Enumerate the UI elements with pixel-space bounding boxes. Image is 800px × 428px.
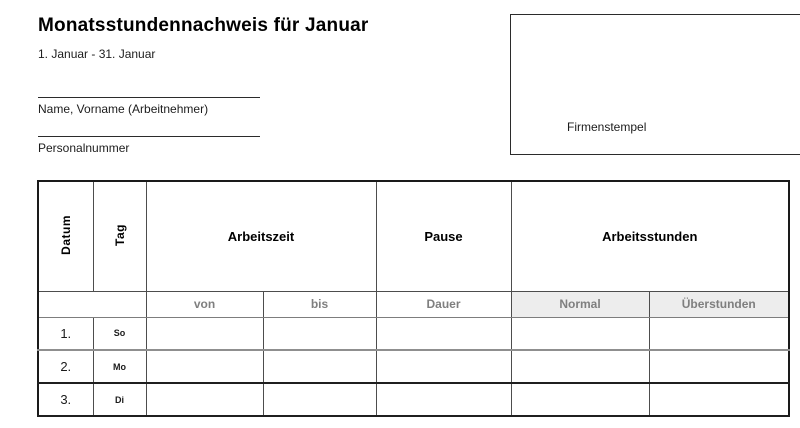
- subcolumn-header-normal: Normal: [511, 291, 649, 317]
- bis-input-cell[interactable]: [263, 317, 376, 350]
- normal-input-cell[interactable]: [511, 383, 649, 416]
- name-field: [38, 97, 260, 116]
- subheader-spacer: [38, 291, 146, 317]
- table-row-day-2: [38, 350, 789, 383]
- date-cell: 3.: [38, 383, 93, 416]
- normal-input-cell[interactable]: [511, 317, 649, 350]
- weekday-cell: Di: [93, 383, 146, 416]
- dauer-input-cell[interactable]: [376, 317, 511, 350]
- column-header-pause: Pause: [376, 181, 511, 291]
- subcolumn-header-ueberstunden: Überstunden: [649, 291, 789, 317]
- date-cell: 1.: [38, 317, 93, 350]
- date-cell: 2.: [38, 350, 93, 383]
- tag-header-label: Tag: [112, 223, 127, 246]
- subcolumn-header-von: von: [146, 291, 263, 317]
- company-stamp-box: [510, 14, 800, 155]
- date-range: 1. Januar - 31. Januar: [38, 47, 156, 61]
- datum-header-label: Datum: [58, 214, 73, 255]
- von-input-cell[interactable]: [146, 317, 263, 350]
- column-header-arbeitsstunden: Arbeitsstunden: [511, 181, 789, 291]
- table-row-day-1: [38, 317, 789, 350]
- subcolumn-header-dauer: Dauer: [376, 291, 511, 317]
- von-input-cell[interactable]: [146, 383, 263, 416]
- table-subheader-row: [38, 291, 789, 317]
- timesheet-table: [37, 180, 790, 417]
- bis-input-cell[interactable]: [263, 350, 376, 383]
- normal-input-cell[interactable]: [511, 350, 649, 383]
- weekday-cell: So: [93, 317, 146, 350]
- column-header-arbeitszeit: Arbeitszeit: [146, 181, 376, 291]
- column-header-datum: [38, 181, 93, 291]
- ueberstunden-input-cell[interactable]: [649, 383, 789, 416]
- name-field-label: Name, Vorname (Arbeitnehmer): [38, 102, 209, 116]
- personnel-number-field-label: Personalnummer: [38, 141, 130, 155]
- table-row-day-3: [38, 383, 789, 416]
- dauer-input-cell[interactable]: [376, 383, 511, 416]
- dauer-input-cell[interactable]: [376, 350, 511, 383]
- weekday-cell: Mo: [93, 350, 146, 383]
- bis-input-cell[interactable]: [263, 383, 376, 416]
- ueberstunden-input-cell[interactable]: [649, 317, 789, 350]
- subcolumn-header-bis: bis: [263, 291, 376, 317]
- ueberstunden-input-cell[interactable]: [649, 350, 789, 383]
- table-header-row: [38, 181, 789, 291]
- page-title: Monatsstundennachweis für Januar: [38, 15, 369, 36]
- column-header-tag: [93, 181, 146, 291]
- company-stamp-label: Firmenstempel: [567, 120, 647, 134]
- personnel-number-field: [38, 136, 260, 155]
- von-input-cell[interactable]: [146, 350, 263, 383]
